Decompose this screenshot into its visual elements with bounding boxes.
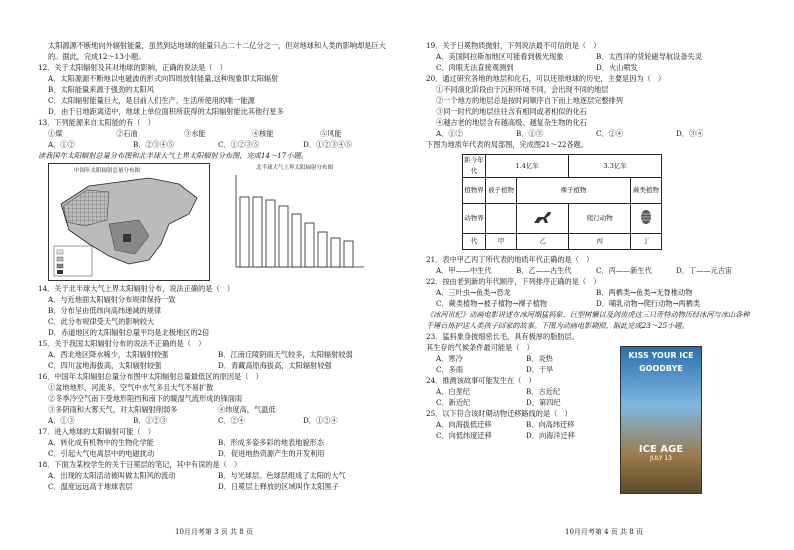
page-footer-left: 10月月考第 3 页 共 8 页 <box>175 528 253 536</box>
q23-25-block <box>426 331 616 441</box>
intro-text: 太阳源源不断地向外辐射能量，虽然到达地球的能量只占二十二亿分之一，但对地球和人类的影响却是巨大的。据此，完成12～13小题。 <box>48 41 386 61</box>
q23-opt: C．多雨 <box>436 365 464 374</box>
q15-row2 <box>38 360 388 371</box>
q17-opt: A．转化成有机物中的生物化学能 <box>48 438 154 447</box>
q13-item: ①煤 <box>48 129 63 138</box>
q22-row2 <box>426 298 756 309</box>
poster-tagline: KISS YOUR ICE <box>628 351 694 360</box>
q13-item: ②石油 <box>116 129 138 138</box>
q25-row2 <box>426 430 616 441</box>
q18-opt: D．日冕层上释放的区域叫作太阳黑子 <box>218 482 339 491</box>
q16-item: ②冬季冷空气南下受地形阻挡和南下的暖湿气流形成的锋面雨 <box>48 394 243 403</box>
q20-stem: 20．通过研究各地的地层和化石，可以还原地球的历史，主要是因为（ ） <box>426 74 666 83</box>
q22-opt: C．蕨类植物→被子植物→裸子植物 <box>436 299 547 308</box>
q21-stem: 21．表中甲乙丙丁所代表的地质年代正确的是（ ） <box>426 255 594 264</box>
era-ding: 丁 <box>631 234 662 250</box>
page-footer-right: 10月月考第 4 页 共 8 页 <box>565 528 643 536</box>
geologic-table <box>462 154 662 250</box>
q20-item: ③同一时代的地层往往含有相同或者相似的化石 <box>436 107 587 116</box>
q20-item: ②一个地方的地层总是按时间顺序自下而上地逐层完整排列 <box>436 96 623 105</box>
dinosaur-icon <box>532 209 554 225</box>
q13-opts <box>38 139 388 150</box>
q25-opt: B．向高纬迁移 <box>526 420 575 429</box>
q14-opt-d: D．赤道地区的太阳辐射总量平均是北极地区的2倍 <box>48 328 210 337</box>
q17-opt: C．引起大气电离层中的电磁扰动 <box>48 449 155 458</box>
q18-opt: C．温度远远高于地球表层 <box>48 482 133 491</box>
q15-row1 <box>38 349 388 360</box>
left-column <box>38 40 388 492</box>
q15-opt: D．青藏高原海拔高，太阳辐射较强 <box>218 361 332 370</box>
q18-opt: B．与光球层、色球层组成了太阳的大气 <box>218 471 346 480</box>
q25-opt: A．向海拔低迁移 <box>436 420 492 429</box>
q22-row1 <box>426 287 756 298</box>
q14-stem: 14．关于北半球大气上界太阳辐射分布，说法正确的是（ ） <box>38 284 235 293</box>
q24-opt: C．新近纪 <box>436 398 471 407</box>
q21-opt: D．丁——元古宙 <box>676 266 733 275</box>
q21-opt: B．乙——古生代 <box>516 266 572 275</box>
q16-opt: B．①②③ <box>133 416 168 425</box>
q17-row2 <box>38 448 388 459</box>
q19-stem: 19．关于日冕物质抛射，下列说法最不可信的是（ ） <box>426 41 601 50</box>
q16-items-row <box>38 404 388 415</box>
figures <box>38 163 388 281</box>
q22-opt: B．两栖类→鱼类→无脊椎动物 <box>596 288 693 297</box>
q20-opt: D．③④ <box>676 129 704 138</box>
q15-opt: A．西北地区降水稀少，太阳辐射较强 <box>48 350 169 359</box>
era-header: 距今年代 <box>463 155 486 178</box>
q20-item: ④越古老的地层含有越高级、越复杂生物的化石 <box>436 118 587 127</box>
radiation-bar-chart <box>216 163 368 279</box>
plant-3: 蕨类植物 <box>631 178 662 204</box>
plant-header: 植物界 <box>463 178 486 204</box>
q12-opt-d: D．由于日地距离适中，地球上单位面积所获得的太阳辐射能比其他行星多 <box>48 107 284 116</box>
q13-opt: C．①②③⑤ <box>218 140 260 149</box>
q18-row2 <box>38 481 388 492</box>
q19-opt: D．火山喷发 <box>596 63 638 72</box>
q12-opt-c: C．太阳辐射能量巨大，是目前人们生产、生活所使用的唯一能源 <box>48 96 255 105</box>
q17-opt: B．形成多姿多彩的地表地貌形态 <box>218 438 324 447</box>
trilobite-icon <box>638 209 654 225</box>
poster-date: JULY 13 <box>650 455 672 462</box>
q13-items <box>38 128 388 139</box>
q24-stem: 24．推测该故事可能发生在（ ） <box>426 376 536 385</box>
q17-stem: 17．进入地球的太阳辐射可能（ ） <box>38 427 155 436</box>
q19-row2 <box>426 62 756 73</box>
era-row-header: 代 <box>463 234 486 250</box>
q24-opt: A．白垩纪 <box>436 387 470 396</box>
q23-row2 <box>426 364 616 375</box>
q13-opt: B．②③④⑤ <box>133 140 175 149</box>
q12-stem: 12．关于太阳辐射及其对地球的影响，正确的说法是（ ） <box>38 63 227 72</box>
q17-opt: D．促进地热资源产生的开发利用 <box>218 449 325 458</box>
q23-stem2: 其生存的气候条件最可能是（ ） <box>426 343 534 352</box>
q15-opt: B．江南丘陵阴雨天气较多，太阳辐射较弱 <box>218 350 353 359</box>
q21-opt: A．甲——中生代 <box>436 266 492 275</box>
bar-chart-graphic <box>216 163 368 279</box>
q16-opts <box>38 415 388 426</box>
time-2: 3.3亿年 <box>569 155 662 178</box>
era-bing: 丙 <box>569 234 631 250</box>
q13-item: ⑤风能 <box>320 129 342 138</box>
intro-14-17: 读我国年太阳辐射总量分布图和北半球大气上界太阳辐射分布图，完成14～17小题。 <box>38 151 308 160</box>
q19-row1 <box>426 51 756 62</box>
q14-opt-a: A．与近地面太阳辐射分布规律保持一致 <box>48 295 176 304</box>
time-1: 1.4亿年 <box>486 155 569 178</box>
q16-opt: C．②④ <box>218 416 246 425</box>
q22-opt: A．三叶虫→鱼类→恐龙 <box>436 288 511 297</box>
intro-21-22: 下图为地质年代表的局部图，完成图21～22各题。 <box>426 140 589 149</box>
q12-opt-b: B．太阳能量来源于强劲的太阳风 <box>48 85 154 94</box>
map-title: 中国年太阳辐射总量分布图 <box>74 168 141 174</box>
q21-opts <box>426 265 756 276</box>
q16-item: ④纬度高，气温低 <box>218 405 276 414</box>
animal-2: 爬行动物 <box>569 204 631 234</box>
q19-opt: C．肉眼无法直接观测到 <box>436 63 514 72</box>
plant-1: 被子植物 <box>486 178 517 204</box>
q23-stem: 23．猛犸象身披细密长毛，具有极厚的脂肪层。 <box>426 332 579 341</box>
q16-item: ①盆地地形，河流多，空气中水气多且大气不易扩散 <box>48 383 214 392</box>
q24-opt: B．古近纪 <box>526 387 561 396</box>
q13-stem: 13．下列能源来自太阳能的有（ ） <box>38 118 155 127</box>
q20-opt: C．②④ <box>596 129 624 138</box>
q16-stem: 16．中国年太阳辐射总量分布图中太阳辐射总量最低区的原因是（ ） <box>38 372 263 381</box>
q24-row1 <box>426 386 616 397</box>
q20-opts <box>426 128 756 139</box>
q14-opt-c: C．此分布规律受天气的影响较大 <box>48 317 155 326</box>
animal-blank <box>486 204 517 234</box>
era-jia: 甲 <box>486 234 517 250</box>
q23-opt: D．干旱 <box>526 365 554 374</box>
q23-opt: A．寒冷 <box>436 354 463 363</box>
q18-opt: A．出现的太阳活动被叫做太阳风的流动 <box>48 471 176 480</box>
plant-2: 裸子植物 <box>517 178 631 204</box>
q17-row1 <box>38 437 388 448</box>
q25-stem: 25．以下符合该时期动物迁移路线的是（ ） <box>426 409 572 418</box>
q25-opt: D．向海洋迁移 <box>526 431 575 440</box>
q22-opt: D．哺乳动物→爬行动物→两栖类 <box>596 299 701 308</box>
q16-opt: A．①③ <box>48 416 75 425</box>
right-column <box>426 40 756 441</box>
poster-tagline-2: GOODBYE <box>639 364 683 373</box>
q22-stem: 22．按由老到新的年代顺序，下列排序正确的是（ ） <box>426 277 601 286</box>
q18-stem: 18．下面为某校学生的关于日冕层的笔记，其中有误的是（ ） <box>38 460 242 469</box>
q13-item: ③水能 <box>184 129 206 138</box>
q15-stem: 15．关于我国太阳辐射分布的说法不正确的是（ ） <box>38 339 206 348</box>
q25-opt: C．向低纬度迁移 <box>436 431 492 440</box>
bar-title: 北半球大气上界太阳辐射分布图 <box>256 165 334 171</box>
q13-opt: A．①② <box>48 140 75 149</box>
q16-opt: D．①②④ <box>303 416 338 425</box>
era-yi: 乙 <box>517 234 569 250</box>
q20-opt: A．①② <box>436 129 463 138</box>
q19-opt: B．太西洋的货轮磁导航设备失灵 <box>596 52 702 61</box>
poster-title: ICE AGE <box>638 444 684 455</box>
q20-item: ①不同演化阶段由于沉积环境不同，会出现不同的地层 <box>436 85 609 94</box>
q18-row1 <box>38 470 388 481</box>
q24-row2 <box>426 397 616 408</box>
q13-item: ④核能 <box>252 129 274 138</box>
q13-opt: D．①②③④⑤ <box>303 140 352 149</box>
q12-opt-a: A．太阳源源不断地以电磁波的形式向四周放射能量,这种现象即太阳辐射 <box>48 74 279 83</box>
q24-opt: D．第四纪 <box>526 398 561 407</box>
q19-opt: A．美国阿拉斯加地区可能看到极光现象 <box>436 52 564 61</box>
q23-row1 <box>426 353 616 364</box>
china-radiation-map <box>48 163 210 281</box>
q21-opt: C．丙——新生代 <box>596 266 652 275</box>
q23-opt: B．炎热 <box>526 354 553 363</box>
trilobite-cell <box>631 204 662 234</box>
q16-item: ③多阴雨和大雾天气，对太阳辐射削弱多 <box>48 405 178 414</box>
animal-header: 动物界 <box>463 204 486 234</box>
intro-23-25: 《冰河世纪》动画电影讲述在冰河期猛犸象、巨型树懒以及剑齿虎这三只奇特动物历经冰河与冰山各种千锤百炼护送人类孩子回家的故事。下图为动画电影剧照，据此完成23～25小题。 <box>426 310 750 330</box>
q15-opt: C．四川盆地海拔高，太阳辐射较强 <box>48 361 162 370</box>
q25-row1 <box>426 419 616 430</box>
ice-age-poster <box>620 346 702 494</box>
q20-opt: B．①③ <box>516 129 543 138</box>
dinosaur-cell <box>517 204 569 234</box>
q14-opt-b: B．分布呈由低纬向高纬递减的规律 <box>48 306 162 315</box>
china-map-graphic <box>49 164 209 280</box>
